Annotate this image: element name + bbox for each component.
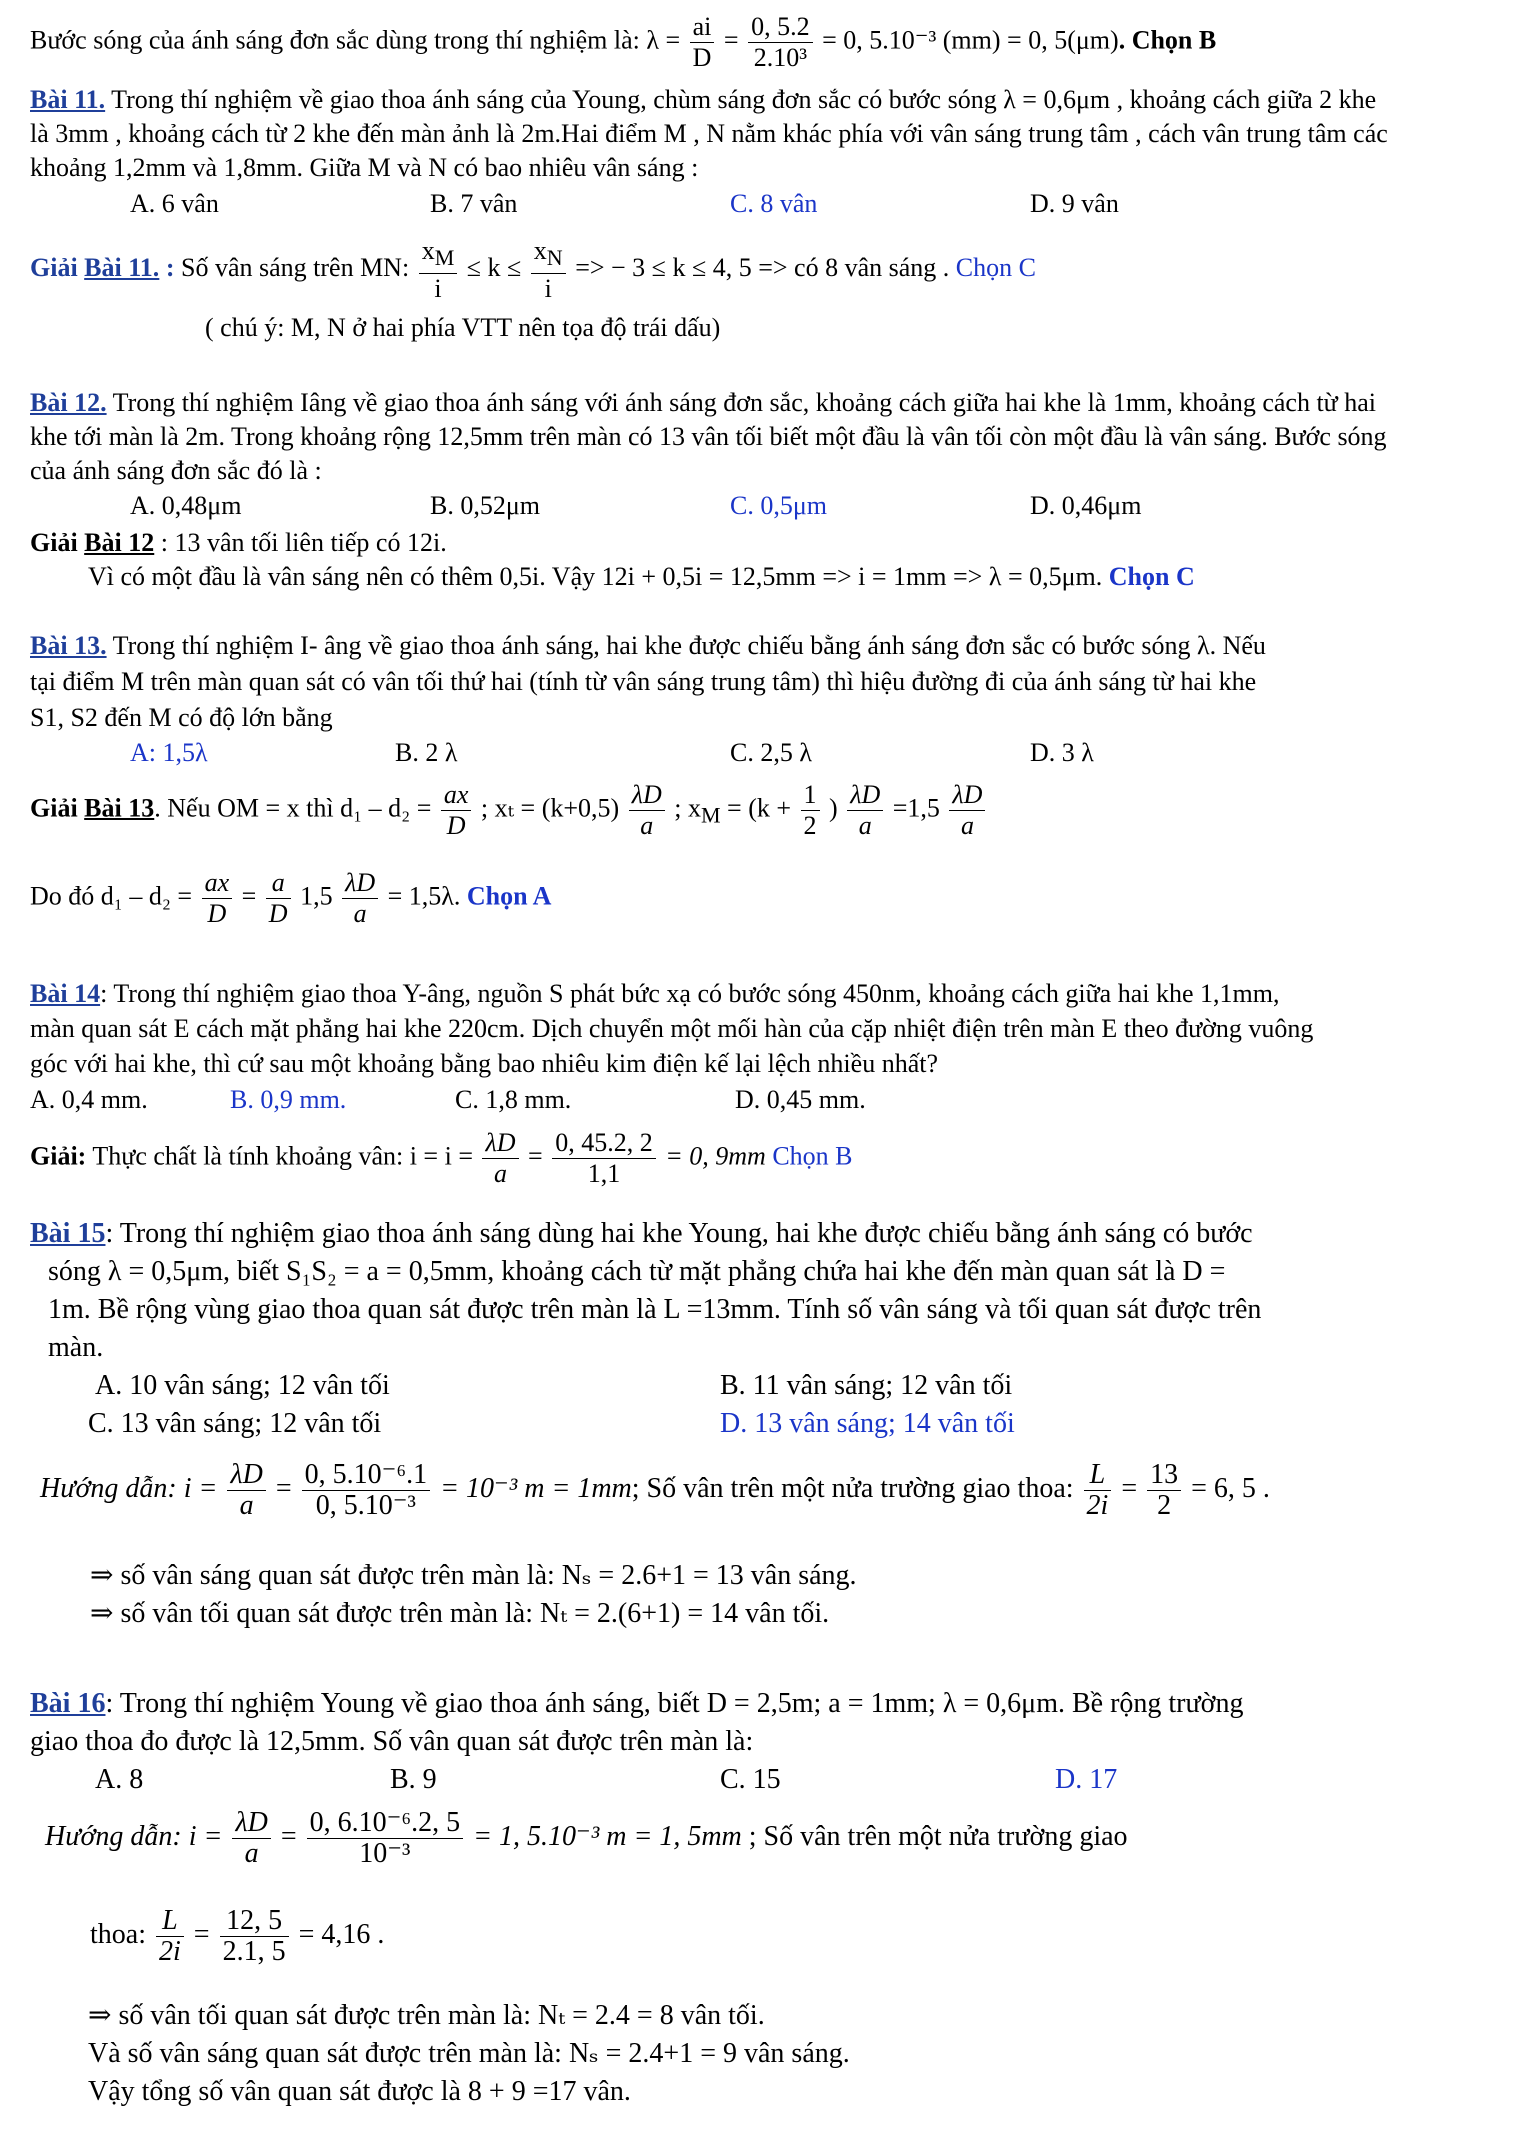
b16-guide-2: thoa: $\frac{L}{2i}$ = $\frac{12, 5}{2.1, 5}$ = 4,16 .: [90, 1905, 385, 1967]
guide-label: Hướng dẫn:: [45, 1820, 182, 1852]
solution-prefix: Giải:: [30, 1141, 87, 1171]
b16-result-1: ⇒ số vân tối quan sát được trên màn là: Nₜ = 2.4 = 8 vân tối.: [88, 2000, 765, 2031]
b16-question-line-1: [30, 1688, 1244, 1720]
b14-label: Bài 14: [30, 979, 101, 1008]
b16-option-b: B. 9: [390, 1764, 437, 1795]
b13-question-line-1: [30, 630, 1266, 662]
fraction-denominator: a: [244, 1838, 259, 1869]
fraction-denominator: i: [434, 274, 442, 304]
b16-result-3: Vậy tổng số vân quan sát được là 8 + 9 =17 vân.: [88, 2076, 631, 2107]
fraction-numerator: λD: [482, 1128, 518, 1159]
b13-label: Bài 13.: [30, 631, 107, 660]
fraction-numerator: 0, 5.2: [748, 12, 813, 43]
fraction-numerator: 0, 5.10⁻⁶.1: [302, 1460, 431, 1491]
fraction-numerator: L: [156, 1906, 184, 1937]
formula-part: = 6, 5 .: [1191, 1472, 1270, 1504]
formula-part: 1,5: [300, 881, 333, 911]
solution-text: Thực chất là tính khoảng vân: i = i =: [86, 1141, 473, 1171]
formula-part: =1,5: [892, 793, 940, 823]
b11-option-c: C. 8 vân: [730, 189, 818, 218]
fraction-denominator: 2: [803, 811, 817, 840]
formula-part: ): [829, 793, 838, 823]
formula-part: i =: [181, 1820, 230, 1852]
solution-rest: => − 3 ≤ k ≤ 4, 5 => có 8 vân sáng .: [575, 253, 956, 283]
b16-text: : Trong thí nghiệm Young về giao thoa ánh sáng, biết D = 2,5m; a = 1mm; λ = 0,6μm. Bề rộng trường: [105, 1688, 1244, 1719]
b16-result-2: Và số vân sáng quan sát được trên màn là: Nₛ = 2.4+1 = 9 vân sáng.: [88, 2038, 850, 2069]
fraction: [307, 1808, 464, 1869]
formula-part: i =: [176, 1472, 225, 1504]
solution-label: Bài 12: [84, 528, 155, 557]
fraction-numerator: 0, 6.10⁻⁶.2, 5: [307, 1808, 464, 1839]
b14-solution: [30, 1128, 853, 1189]
b11-option-d: D. 9 vân: [1030, 189, 1119, 218]
b15-option-b: B. 11 vân sáng; 12 vân tối: [720, 1370, 1013, 1401]
fraction-numerator: $x_N$: [531, 236, 566, 274]
fraction-denominator: i: [544, 274, 552, 304]
fraction-denominator: a: [640, 811, 654, 840]
fraction-numerator: λD: [847, 780, 883, 811]
guide-text: ; Số vân trên một nửa trường giao thoa:: [631, 1472, 1074, 1504]
b11-question-line-2: là 3mm , khoảng cách từ 2 khe đến màn ảnh là 2m.Hai điểm M , N nằm khác phía với vân sáng trung tâm , cách vân trung tâm các: [30, 119, 1388, 148]
solution-text: . Nếu OM = x thì d₁ – d₂ =: [154, 793, 438, 823]
b11-option-a: A. 6 vân: [130, 189, 219, 218]
fraction: [1147, 1460, 1181, 1521]
b13-option-c: C. 2,5 λ: [730, 738, 812, 767]
formula-part: = 1,5λ.: [387, 881, 467, 911]
fraction: [227, 1460, 265, 1521]
equals-sign: =: [275, 1472, 299, 1504]
fraction-numerator: λD: [629, 780, 665, 811]
fraction-denominator: a: [494, 1159, 507, 1188]
b16-option-d: D. 17: [1055, 1764, 1118, 1795]
fraction: [1084, 1460, 1112, 1521]
fraction: [552, 1128, 656, 1189]
b16-label: Bài 16: [30, 1688, 106, 1719]
inequality: ≤ k ≤: [466, 253, 528, 283]
fraction: [801, 780, 820, 841]
b11-solution: [30, 236, 1036, 304]
fraction-numerator: L: [1084, 1460, 1112, 1491]
b14-text: : Trong thí nghiệm giao thoa Y-âng, nguồn S phát bức xạ có bước sóng 450nm, khoảng cách giữa hai khe 1,1mm,: [100, 979, 1280, 1008]
solution-choice: Chọn A: [466, 881, 552, 911]
b12-question-line-1: [30, 387, 1376, 419]
guide-label: Hướng dẫn:: [40, 1472, 177, 1504]
fraction: [202, 868, 233, 929]
b15-question-line-1: [30, 1218, 1253, 1250]
fraction-denominator: 10⁻³: [359, 1838, 411, 1869]
fraction-denominator: D: [446, 811, 466, 840]
top-result: = 0, 5.10⁻³ (mm) = 0, 5(μm): [822, 25, 1119, 55]
b14-option-c: C. 1,8 mm.: [455, 1085, 572, 1114]
fraction-numerator: $x_M$: [419, 236, 458, 274]
fraction-denominator: D: [207, 899, 227, 928]
b12-question-line-2: khe tới màn là 2m. Trong khoảng rộng 12,5mm trên màn có 13 vân tối biết một đầu là vân tối còn một đầu là vân sáng. Bước sóng: [30, 422, 1387, 451]
b13-conclusion: [30, 868, 551, 929]
formula-part: = (k +: [720, 793, 798, 823]
formula-part: = 10⁻³ m = 1mm: [440, 1472, 632, 1504]
fraction: [690, 12, 715, 73]
b14-question-line-1: [30, 978, 1279, 1010]
fraction-denominator: 0, 5.10⁻³: [315, 1490, 416, 1521]
top-lead: Bước sóng của ánh sáng đơn sắc dùng trong thí nghiệm là: λ =: [30, 25, 681, 55]
fraction-numerator: ai: [690, 12, 715, 43]
b11-question-line-3: khoảng 1,2mm và 1,8mm. Giữa M và N có bao nhiêu vân sáng :: [30, 153, 699, 182]
b15-option-c: C. 13 vân sáng; 12 vân tối: [88, 1408, 382, 1439]
equals-sign: =: [241, 881, 263, 911]
b12-solution-2: [88, 561, 1195, 593]
solution-prefix: Giải: [30, 793, 85, 823]
fraction-numerator: λD: [227, 1460, 265, 1491]
b13-question-line-3: S1, S2 đến M có độ lớn bằng: [30, 703, 333, 732]
b15-text: : Trong thí nghiệm giao thoa ánh sáng dùng hai khe Young, hai khe được chiếu bằng ánh sáng có bước: [105, 1218, 1253, 1249]
fraction-denominator: a: [960, 811, 974, 840]
b12-solution: [30, 527, 447, 559]
fraction-numerator: 12, 5: [220, 1906, 289, 1937]
b14-option-b: B. 0,9 mm.: [230, 1085, 347, 1114]
fraction: [531, 236, 566, 304]
b15-option-d: D. 13 vân sáng; 14 vân tối: [720, 1408, 1015, 1439]
b16-guide: [45, 1808, 1128, 1869]
guide-text: ; Số vân trên một nửa trường giao: [741, 1820, 1128, 1852]
b12-text: Trong thí nghiệm Iâng về giao thoa ánh sáng với ánh sáng đơn sắc, khoảng cách giữa hai khe là 1mm, khoảng cách từ hai: [106, 388, 1377, 417]
b12-option-c: C. 0,5μm: [730, 491, 828, 520]
b11-question-line-1: [30, 84, 1376, 116]
b12-option-d: D. 0,46μm: [1030, 491, 1142, 520]
b15-guide: Hướng dẫn: i = $\frac{\lambda D}{a}$ = $\frac{\text{0, 5.10⁻⁶.1}}{\text{0, 5.10⁻³}}$ = 10⁻³ m = 1mm; Số vân trên một nửa trường giao thoa: $\frac{L}{2i}$ = $\frac{13}{2}$ = 6, 5 .: [40, 1459, 1270, 1521]
formula-part: = 0, 9mm: [665, 1141, 766, 1171]
fraction: [748, 12, 813, 73]
fraction-denominator: a: [858, 811, 872, 840]
fraction: [847, 780, 883, 841]
b15-question-line-2: sóng λ = 0,5μm, biết S₁S₂ = a = 0,5mm, khoảng cách từ mặt phẳng chứa hai khe đến màn quan sát là D =: [48, 1256, 1226, 1287]
solution-choice: Chọn B: [765, 1141, 853, 1171]
b11-text: Trong thí nghiệm về giao thoa ánh sáng của Young, chùm sáng đơn sắc có bước sóng λ = 0,6μm , khoảng cách giữa 2 khe: [105, 85, 1377, 114]
solution-label: Bài 11.: [84, 253, 160, 283]
b11-note: ( chú ý: M, N ở hai phía VTT nên tọa độ trái dấu): [205, 313, 721, 342]
fraction: [949, 780, 985, 841]
fraction-denominator: 1,1: [587, 1159, 621, 1188]
b11-label: Bài 11.: [30, 85, 106, 114]
b13-question-line-2: tại điểm M trên màn quan sát có vân tối thứ hai (tính từ vân sáng trung tâm) thì hiệu đường đi của ánh sáng từ hai khe: [30, 667, 1257, 696]
fraction-numerator: λD: [232, 1808, 270, 1839]
subscript: M: [700, 802, 721, 828]
formula-part: ; x: [674, 793, 701, 823]
equals-sign: =: [528, 1141, 550, 1171]
conclusion-text: Do đó d₁ – d₂ =: [30, 881, 199, 911]
b12-question-line-3: của ánh sáng đơn sắc đó là :: [30, 456, 322, 485]
guide-text: thoa:: [90, 1918, 146, 1950]
b14-question-line-3: góc với hai khe, thì cứ sau một khoảng bằng bao nhiêu kim điện kế lại lệch nhiều nhất?: [30, 1049, 938, 1078]
b14-option-a: A. 0,4 mm.: [30, 1085, 148, 1114]
b12-label: Bài 12.: [30, 388, 107, 417]
b15-question-line-3: 1m. Bề rộng vùng giao thoa quan sát được trên màn là L =13mm. Tính số vân sáng và tối quan sát được trên: [48, 1294, 1262, 1325]
b12-option-a: A. 0,48μm: [130, 491, 242, 520]
b11-option-b: B. 7 vân: [430, 189, 518, 218]
top-answer-line: [30, 12, 1216, 73]
solution-prefix: Giải: [30, 253, 85, 283]
fraction-numerator: 13: [1147, 1460, 1181, 1491]
fraction-numerator: a: [266, 868, 291, 899]
fraction-denominator: D: [692, 43, 712, 72]
formula-part: = 1, 5.10⁻³ m = 1, 5mm: [473, 1820, 742, 1852]
b14-question-line-2: màn quan sát E cách mặt phẳng hai khe 220cm. Dịch chuyển một mối hàn của cặp nhiệt điện trên màn E theo đường vuông: [30, 1014, 1314, 1043]
fraction: [441, 780, 472, 841]
fraction: [342, 868, 378, 929]
b13-text: Trong thí nghiệm I- âng về giao thoa ánh sáng, hai khe được chiếu bằng ánh sáng đơn sắc có bước sóng λ. Nếu: [106, 631, 1266, 660]
b13-option-a: A: 1,5λ: [130, 738, 208, 767]
fraction-denominator: 2i: [1086, 1490, 1109, 1521]
formula-part: = 4,16 .: [298, 1918, 385, 1950]
b14-option-d: D. 0,45 mm.: [735, 1085, 866, 1114]
fraction-numerator: ax: [202, 868, 233, 899]
fraction: [220, 1906, 289, 1967]
fraction: [482, 1128, 518, 1189]
b13-option-b: B. 2 λ: [395, 738, 458, 767]
b13-solution: [30, 780, 988, 841]
b15-label: Bài 15: [30, 1218, 106, 1249]
solution-text: Vì có một đầu là vân sáng nên có thêm 0,5i. Vậy 12i + 0,5i = 12,5mm => i = 1mm => λ = 0,5μm.: [88, 562, 1109, 591]
fraction-denominator: a: [353, 899, 367, 928]
solution-prefix: Giải: [30, 528, 85, 557]
fraction: [302, 1460, 431, 1521]
fraction-numerator: λD: [342, 868, 378, 899]
equals-sign: =: [280, 1820, 304, 1852]
equals-sign: =: [723, 25, 739, 55]
b16-option-a: A. 8: [95, 1764, 144, 1795]
b12-option-b: B. 0,52μm: [430, 491, 541, 520]
b15-question-line-4: màn.: [48, 1332, 104, 1363]
fraction: [266, 868, 291, 929]
fraction-numerator: ax: [441, 780, 472, 811]
fraction-numerator: λD: [949, 780, 985, 811]
formula-part: ; xₜ = (k+0,5): [480, 793, 620, 823]
fraction-denominator: D: [268, 899, 288, 928]
fraction-numerator: 0, 45.2, 2: [552, 1128, 656, 1159]
fraction-denominator: 2i: [159, 1936, 181, 1967]
b15-result-1: ⇒ số vân sáng quan sát được trên màn là: Nₛ = 2.6+1 = 13 vân sáng.: [90, 1560, 857, 1591]
fraction-denominator: 2.10³: [753, 43, 807, 72]
b16-question-line-2: giao thoa đo được là 12,5mm. Số vân quan sát được trên màn là:: [30, 1726, 754, 1757]
solution-label: Bài 13: [84, 793, 155, 823]
b16-option-c: C. 15: [720, 1764, 781, 1795]
b15-option-a: A. 10 vân sáng; 12 vân tối: [95, 1370, 390, 1401]
fraction-denominator: a: [239, 1490, 254, 1521]
b15-result-2: ⇒ số vân tối quan sát được trên màn là: Nₜ = 2.(6+1) = 14 vân tối.: [90, 1598, 830, 1629]
solution-choice: Chọn C: [1108, 562, 1195, 591]
fraction: [156, 1906, 184, 1967]
fraction-denominator: 2.1, 5: [222, 1936, 286, 1967]
solution-choice: Chọn C: [955, 253, 1036, 283]
top-choice: . Chọn B: [1118, 25, 1217, 55]
fraction-numerator: 1: [801, 780, 820, 811]
solution-colon: :: [159, 253, 181, 283]
b13-option-d: D. 3 λ: [1030, 738, 1094, 767]
fraction-denominator: 2: [1157, 1490, 1172, 1521]
solution-text: : 13 vân tối liên tiếp có 12i.: [154, 528, 447, 557]
fraction: [232, 1808, 270, 1869]
fraction: [419, 236, 458, 304]
fraction: [629, 780, 665, 841]
solution-text: Số vân sáng trên MN:: [180, 253, 416, 283]
